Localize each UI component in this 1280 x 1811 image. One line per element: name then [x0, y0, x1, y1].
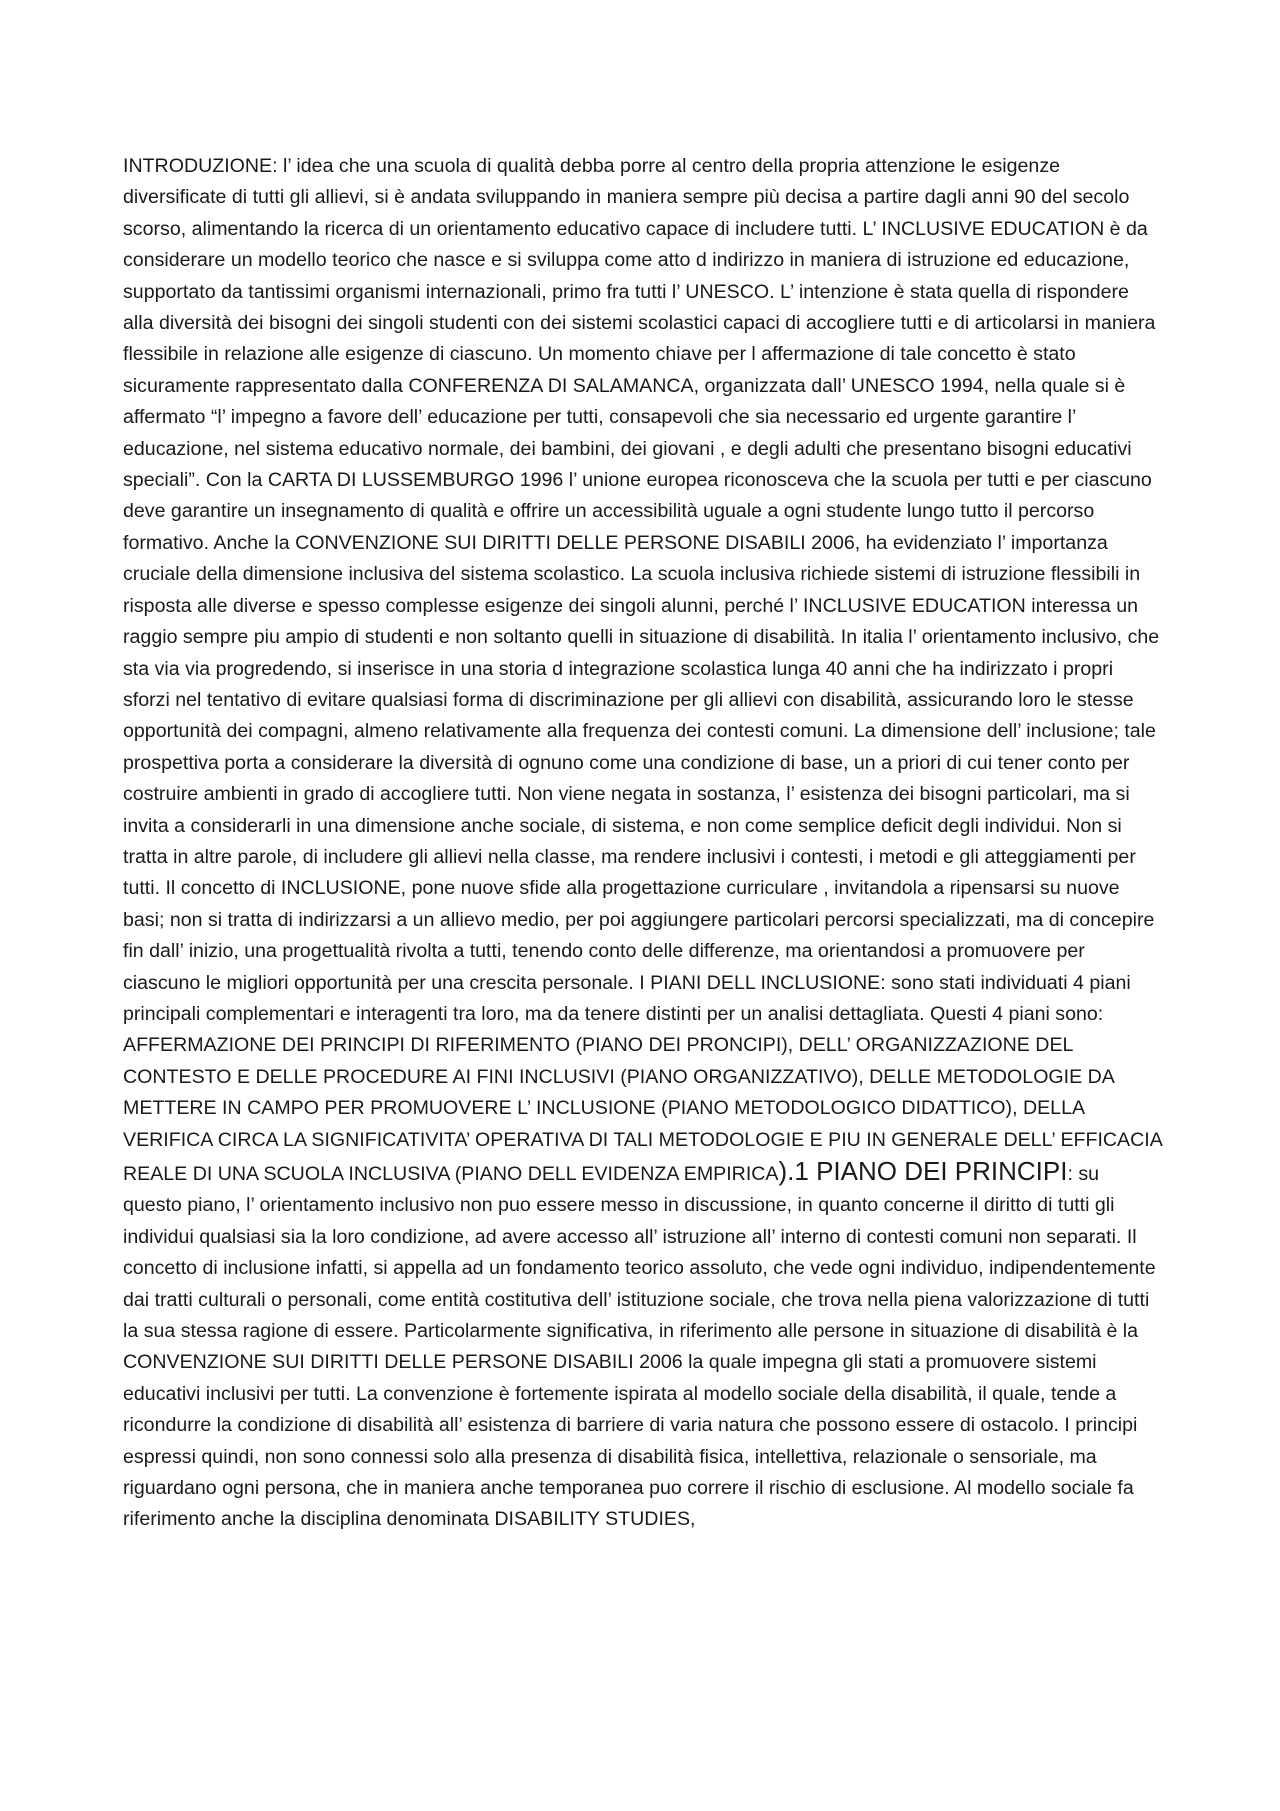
piano-principi-text: : su questo piano, l’ orientamento inclusivo non puo essere messo in discussione, in quanto concerne il diritto di tutti gli individui qualsiasi sia la loro condizione, ad avere accesso all’ istruzione all’ interno di contesti comuni non separati. Il concetto di inclusione infatti, si appella ad un fondamento teorico assoluto, che vede ogni individuo, indipendentemente dai tratti culturali o personali, come entità costitutiva dell’ istituzione sociale, che trova nella piena valorizzazione di tutti la sua stessa ragione di essere. Particolarmente significativa, in riferimento alle persone in situazione di disabilità è la CONVENZIONE SUI DIRITTI DELLE PERSONE DISABILI 2006 la quale impegna gli stati a promuovere sistemi educativi inclusivi per tutti. La convenzione è fortemente ispirata al modello sociale della disabilità, il quale, tende a ricondurre la condizione di disabilità all’ esistenza di barriere di varia natura che possono essere di ostacolo. I principi espressi quindi, non sono connessi solo alla presenza di disabilità fisica, intellettiva, relazionale o sensoriale, ma riguardano ogni persona, che in maniera anche temporanea puo correre il rischio di esclusione. Al modello sociale fa riferimento anche la disciplina denominata DISABILITY STUDIES,: [123, 1163, 1156, 1531]
body-paragraph: [123, 151, 1163, 1536]
document-body: [123, 151, 1163, 1536]
section-heading-piano-dei-principi: ).1 PIANO DEI PRINCIPI: [778, 1156, 1068, 1186]
intro-text: INTRODUZIONE: l’ idea che una scuola di qualità debba porre al centro della propria attenzione le esigenze diversificate di tutti gli allievi, si è andata sviluppando in maniera sempre più decisa a partire dagli anni 90 del secolo scorso, alimentando la ricerca di un orientamento educativo capace di includere tutti. L’ INCLUSIVE EDUCATION è da considerare un modello teorico che nasce e si sviluppa come atto d indirizzo in maniera di istruzione ed educazione, supportato da tantissimi organismi internazionali, primo fra tutti l’ UNESCO. L’ intenzione è stata quella di rispondere alla diversità dei bisogni dei singoli studenti con dei sistemi scolastici capaci di accogliere tutti e di articolarsi in maniera flessibile in relazione alle esigenze di ciascuno. Un momento chiave per l affermazione di tale concetto è stato sicuramente rappresentato dalla CONFERENZA DI SALAMANCA, organizzata dall’ UNESCO 1994, nella quale si è affermato “l’ impegno a favore dell’ educazione per tutti, consapevoli che sia necessario ed urgente garantire l’ educazione, nel sistema educativo normale, dei bambini, dei giovani , e degli adulti che presentano bisogni educativi speciali”. Con la CARTA DI LUSSEMBURGO 1996 l’ unione europea riconosceva che la scuola per tutti e per ciascuno deve garantire un insegnamento di qualità e offrire un accessibilità uguale a ogni studente lungo tutto il percorso formativo. Anche la CONVENZIONE SUI DIRITTI DELLE PERSONE DISABILI 2006, ha evidenziato l’ importanza cruciale della dimensione inclusiva del sistema scolastico. La scuola inclusiva richiede sistemi di istruzione flessibili in risposta alle diverse e spesso complesse esigenze dei singoli alunni, perché l’ INCLUSIVE EDUCATION interessa un raggio sempre piu ampio di studenti e non soltanto quelli in situazione di disabilità. In italia l’ orientamento inclusivo, che sta via via progredendo, si inserisce in una storia d integrazione scolastica lunga 40 anni che ha indirizzato i propri sforzi nel tentativo di evitare qualsiasi forma di discriminazione per gli allievi con disabilità, assicurando loro le stesse opportunità dei compagni, almeno relativamente alla frequenza dei contesti comuni. La dimensione dell’ inclusione; tale prospettiva porta a considerare la diversità di ognuno come una condizione di base, un a priori di cui tener conto per costruire ambienti in grado di accogliere tutti. Non viene negata in sostanza, l’ esistenza dei bisogni particolari, ma si invita a considerarli in una dimensione anche sociale, di sistema, e non come semplice deficit degli individui. Non si tratta in altre parole, di includere gli allievi nella classe, ma rendere inclusivi i contesti, i metodi e gli atteggiamenti per tutti. Il concetto di INCLUSIONE, pone nuove sfide alla progettazione curriculare , invitandola a ripensarsi su nuove basi; non si tratta di indirizzarsi a un allievo medio, per poi aggiungere particolari percorsi specializzati, ma di concepire fin dall’ inizio, una progettualità rivolta a tutti, tenendo conto delle differenze, ma orientandosi a promuovere per ciascuno le migliori opportunità per una crescita personale. I PIANI DELL INCLUSIONE: sono stati individuati 4 piani principali complementari e interagenti tra loro, ma da tenere distinti per un analisi dettagliata. Questi 4 piani sono: AFFERMAZIONE DEI PRINCIPI DI RIFERIMENTO (PIANO DEI PRONCIPI), DELL’ ORGANIZZAZIONE DEL CONTESTO E DELLE PROCEDURE AI FINI INCLUSIVI (PIANO ORGANIZZATIVO), DELLE METODOLOGIE DA METTERE IN CAMPO PER PROMUOVERE L’ INCLUSIONE (PIANO METODOLOGICO DIDATTICO), DELLA VERIFICA CIRCA LA SIGNIFICATIVITA’ OPERATIVA DI TALI METODOLOGIE E PIU IN GENERALE DELL’ EFFICACIA REALE DI UNA SCUOLA INCLUSIVA (PIANO DELL EVIDENZA EMPIRICA: [123, 155, 1162, 1185]
